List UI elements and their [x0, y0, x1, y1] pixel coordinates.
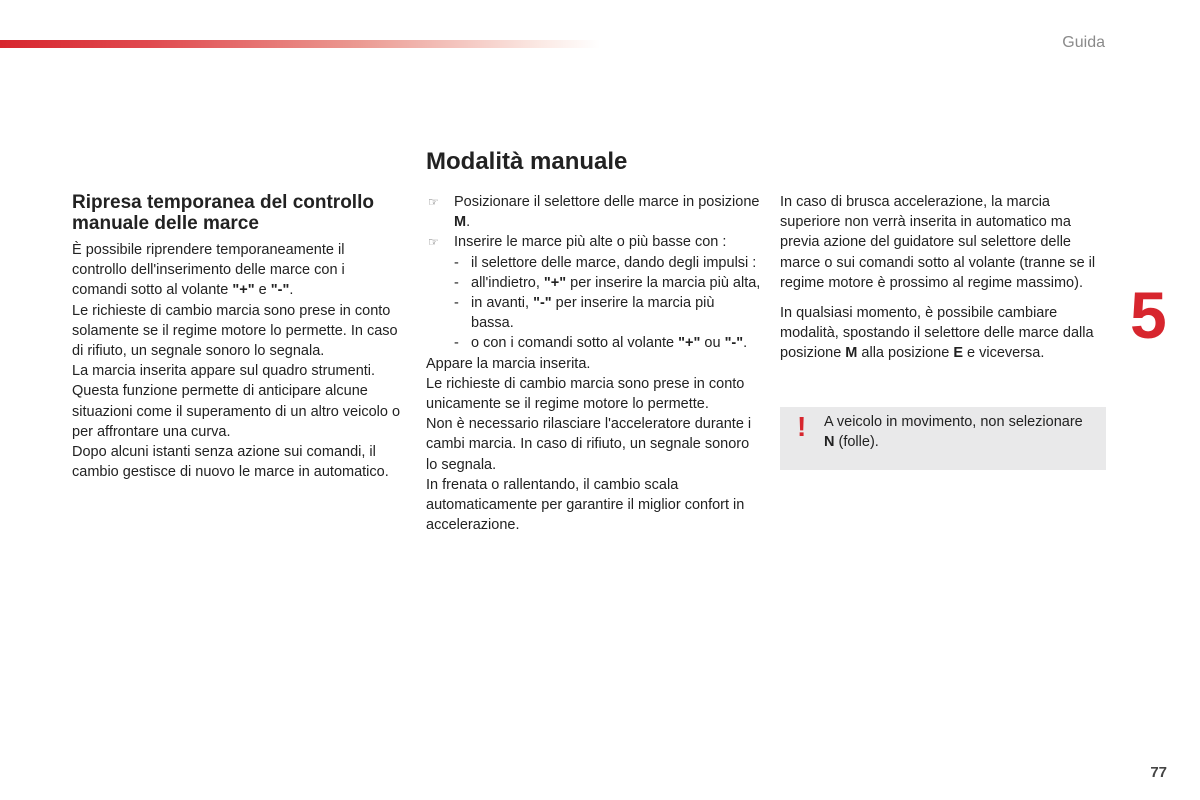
dash-item-1: [426, 253, 761, 273]
warning-box: [780, 407, 1106, 470]
text-span: e viceversa.: [962, 345, 1045, 362]
text-span: .: [466, 214, 471, 231]
bold-span: "+": [678, 335, 701, 352]
middle-column: [426, 192, 761, 535]
bold-span: "-": [533, 295, 552, 312]
left-paragraph-4: Questa funzione permette di anticipare alcune situazioni come il superamento di un altro veicolo o per affrontare una curva.: [72, 383, 401, 440]
middle-paragraph-3: Non è necessario rilasciare l'acceleratore durante i cambi marcia. In caso di rifiuto, un segnale sonoro lo segnala.: [426, 416, 752, 473]
left-paragraph-2: Le richieste di cambio marcia sono prese in conto solamente se il regime motore lo permette. In caso di rifiuto, un segnale sonoro lo segnala.: [72, 302, 398, 360]
warning-icon: !: [797, 411, 807, 442]
text-span: ou: [700, 335, 725, 352]
text-span: .: [743, 335, 748, 352]
dash-marker: -: [454, 254, 459, 271]
section-label: Guida: [1062, 34, 1105, 51]
warning-text: [824, 412, 1084, 452]
left-column-heading: Ripresa temporanea del controllo manuale delle marce: [72, 192, 374, 234]
right-paragraph-1: In caso di brusca accelerazione, la marcia superiore non verrà inserita in automatico ma previa azione del guidatore sul selettore delle marce o sui comandi sotto al volante (tranne se il regime motore è prossimo al regime massimo).: [780, 194, 1096, 291]
text-span: (folle).: [834, 434, 879, 451]
pointing-hand-icon: ☞: [428, 235, 439, 250]
right-paragraph-2: [780, 303, 1106, 364]
text-span: È possibile riprendere temporaneamente il controllo dell'inserimento delle marce con i comandi sotto al volante: [72, 242, 345, 299]
left-column: [72, 240, 402, 482]
header-accent-bar: [0, 40, 600, 48]
text-span: per inserire la marcia più bassa.: [471, 295, 715, 332]
left-paragraph-5: Dopo alcuni istanti senza azione sui comandi, il cambio gestisce di nuovo le marce in automatico.: [72, 444, 389, 481]
middle-paragraph-1: Appare la marcia inserita.: [426, 355, 591, 372]
bold-span: "-": [724, 335, 744, 352]
text-span: Inserire le marce più alte o più basse con :: [454, 234, 727, 251]
middle-paragraph-4: In frenata o rallentando, il cambio scala automaticamente per garantire il miglior confort in accelerazione.: [426, 476, 745, 534]
bold-span: M: [845, 345, 858, 362]
main-heading: Modalità manuale: [426, 148, 628, 175]
text-span: A veicolo in movimento, non selezionare: [824, 414, 1083, 430]
bullet-item-2: [426, 232, 761, 252]
text-span: il selettore delle marce, dando degli impulsi :: [471, 254, 757, 271]
bullet-item-1: [426, 192, 761, 232]
pointing-hand-icon: ☞: [428, 195, 439, 209]
bold-span: "+": [543, 274, 567, 291]
text-span: In qualsiasi momento, è possibile cambiare modalità, spostando il selettore delle marce dalla posizione: [780, 305, 1094, 362]
page-number: 77: [1150, 764, 1167, 781]
bold-span: M: [454, 214, 467, 231]
dash-item-3: [426, 293, 761, 333]
dash-marker: -: [454, 335, 459, 352]
bold-span: E: [953, 345, 963, 362]
chapter-number: 5: [1130, 278, 1167, 352]
dash-marker: -: [454, 295, 459, 312]
dash-item-2: [426, 273, 761, 293]
text-span: o con i comandi sotto al volante: [471, 335, 679, 352]
dash-marker: -: [454, 274, 459, 291]
text-span: .: [289, 282, 294, 299]
text-span: Posizionare il selettore delle marce in posizione: [454, 194, 760, 210]
left-paragraph-3: La marcia inserita appare sul quadro strumenti.: [72, 363, 376, 380]
text-span: in avanti,: [471, 295, 534, 312]
left-paragraph-1: [72, 240, 402, 301]
bold-span: N: [824, 434, 835, 451]
text-span: e: [254, 282, 271, 299]
bold-span: "+": [232, 282, 255, 299]
dash-item-4: [426, 333, 761, 353]
text-span: per inserire la marcia più alta,: [566, 274, 761, 291]
middle-paragraph-2: Le richieste di cambio marcia sono prese in conto unicamente se il regime motore lo permette.: [426, 375, 745, 413]
text-span: all'indietro,: [471, 274, 544, 291]
text-span: alla posizione: [857, 345, 954, 362]
bold-span: "-": [270, 282, 290, 299]
right-column: [780, 192, 1106, 364]
